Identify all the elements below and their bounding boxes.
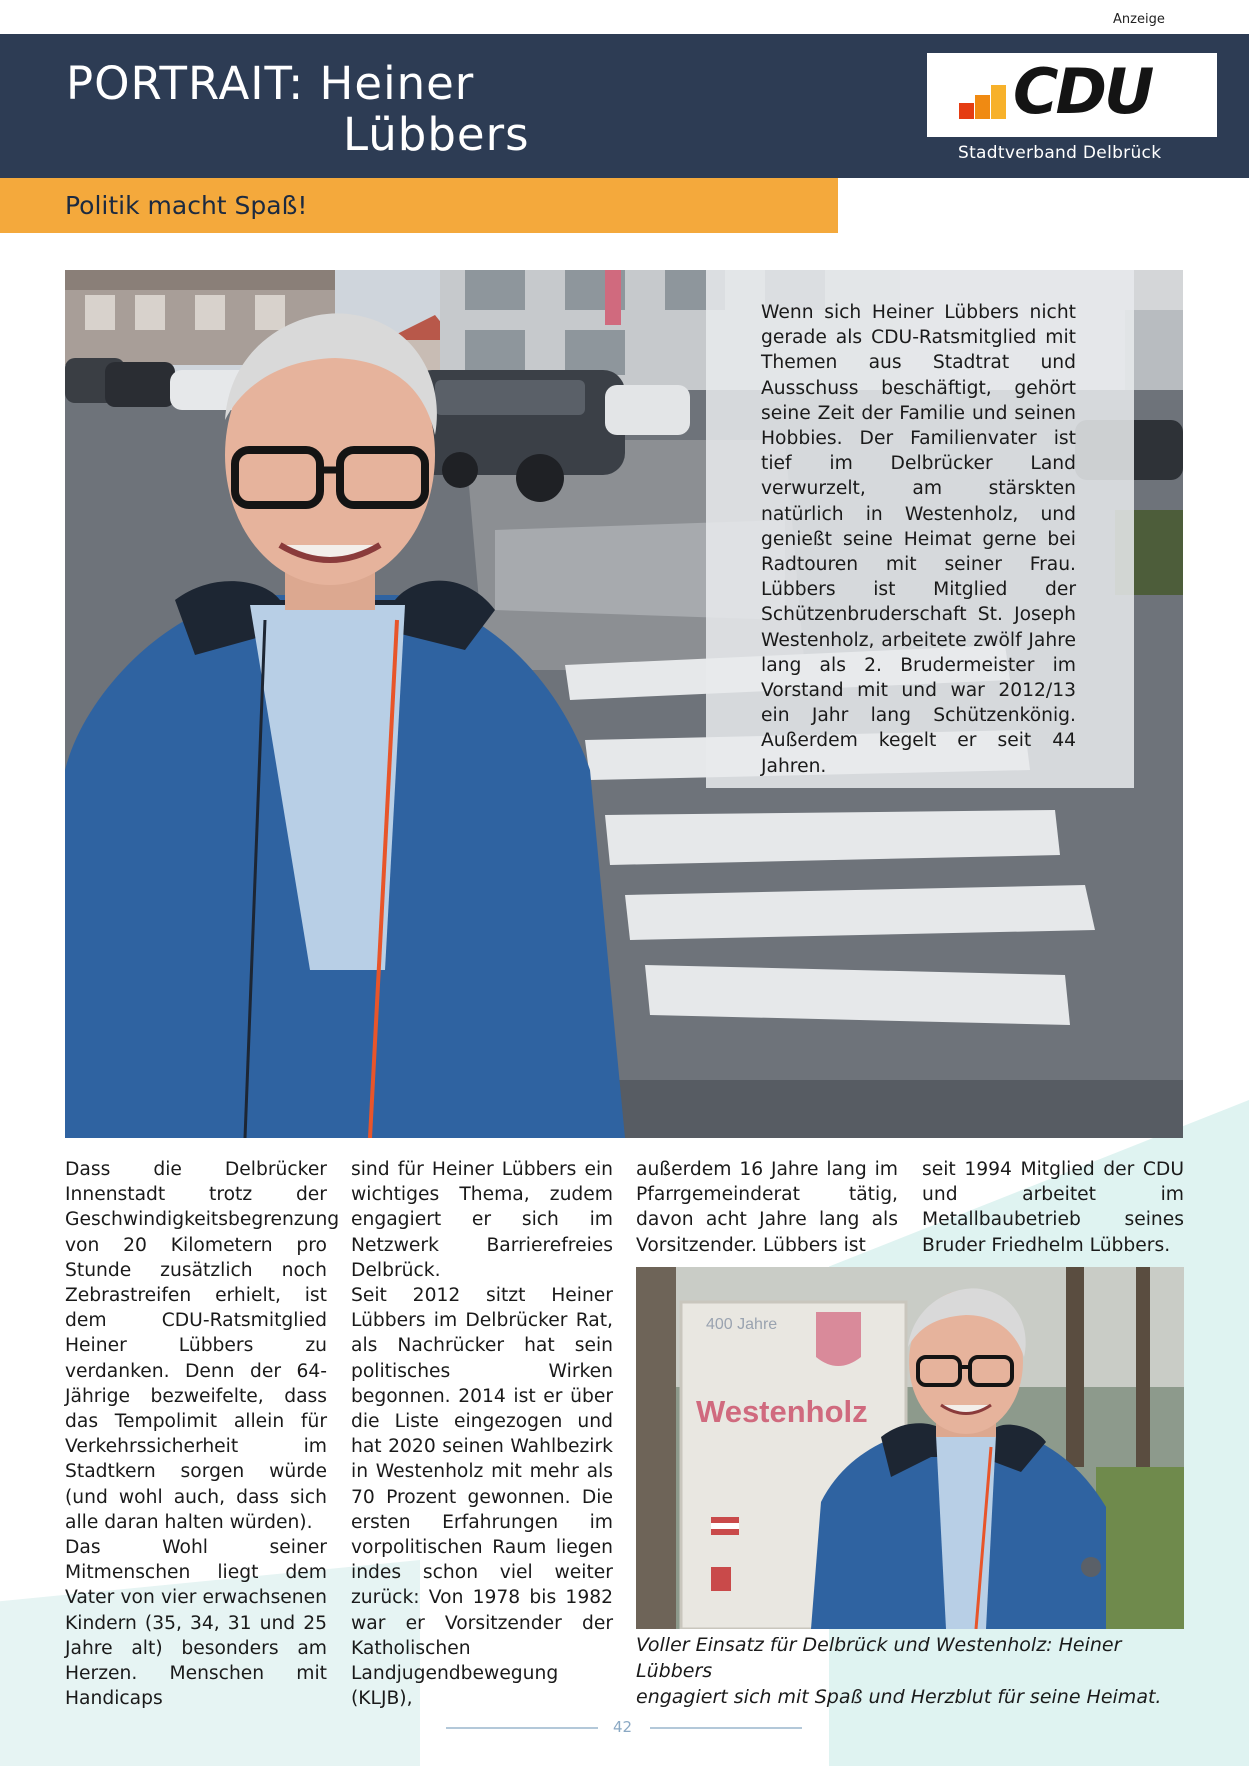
article-paragraph: Seit 2012 sitzt Heiner Lübbers im Delbrücker Rat, als Nachrücker hat sein politisches Wirken begonnen. 2014 ist er über die Liste eingezogen und hat 2020 seinen Wahlbezirk in Westenholz mit mehr als 70 Prozent gewonnen. Die ersten Erfahrungen im vorpolitischen Raum liegen indes schon viel weiter zurück: Von 1978 bis 1982 war er Vorsitzender der Katholischen Landjugendbewegung (KLJB),	[351, 1285, 613, 1710]
sign-place-text: Westenholz	[696, 1394, 868, 1429]
article-column-1	[65, 1157, 340, 1711]
page-title-line1: PORTRAIT: Heiner	[66, 57, 475, 110]
ad-label: Anzeige	[1113, 12, 1165, 27]
article-column-2	[351, 1157, 613, 1711]
page-footer-rule-left	[446, 1727, 598, 1729]
page-title-line2: Lübbers	[343, 108, 530, 161]
logo-text: CDU	[1013, 55, 1152, 128]
article-paragraph: außerdem 16 Jahre lang im Pfarrgemeinderat tätig, davon acht Jahre lang als Vorsitzender. Lübbers ist	[636, 1159, 898, 1256]
article-column-3	[636, 1157, 898, 1258]
secondary-photo	[636, 1267, 1184, 1629]
organization-name: Stadtverband Delbrück	[958, 143, 1162, 163]
caption-line: Voller Einsatz für Delbrück und Westenholz: Heiner Lübbers	[636, 1634, 1122, 1682]
article-subtitle: Politik macht Spaß!	[65, 191, 308, 220]
article-paragraph: Dass die Delbrücker Innenstadt trotz der Geschwindigkeitsbegrenzung von 20 Kilometern pro Stunde zusätzlich noch Zebrastreifen erhielt, ist dem CDU-Ratsmitglied Heiner Lübbers zu verdanken. Denn der 64-Jährige bezweifelte, dass das Tempolimit allein für Verkehrssicherheit im Stadtkern sorgen würde (und wohl auch, dass sich alle daran halten würden).	[65, 1159, 340, 1533]
article-column-4	[922, 1157, 1184, 1258]
article-paragraph: seit 1994 Mitglied der CDU und arbeitet im Metallbaubetrieb seines Bruder Friedhelm Lübbers.	[922, 1159, 1184, 1256]
intro-paragraph: Wenn sich Heiner Lübbers nicht gerade als CDU-Ratsmitglied mit Themen aus Stadtrat und Ausschuss beschäftigt, gehört seine Zeit der Familie und seinen Hobbies. Der Familienvater ist tief im Delbrücker Land verwurzelt, am stärskten natürlich in Westenholz, und genießt seine Heimat gerne bei Radtouren mit seiner Frau. Lübbers ist Mitglied der Schützenbruderschaft St. Joseph Westenholz, arbeitete zwölf Jahre lang als 2. Brudermeister im Vorstand mit und war 2012/13 ein Jahr lang Schützenkönig. Außerdem kegelt er seit 44 Jahren.	[761, 302, 1076, 777]
cdu-logo	[927, 53, 1217, 137]
caption-line: engagiert sich mit Spaß und Herzblut für seine Heimat.	[636, 1686, 1162, 1708]
photo-caption	[636, 1632, 1196, 1710]
logo-steps-icon	[959, 85, 1009, 119]
page-footer-rule-right	[650, 1727, 802, 1729]
article-paragraph: Das Wohl seiner Mitmenschen liegt dem Vater von vier erwachsenen Kindern (35, 34, 31 und 25 Jahre alt) besonders am Herzen. Menschen mit Handicaps	[65, 1537, 327, 1710]
article-paragraph: sind für Heiner Lübbers ein wichtiges Thema, zudem engagiert er sich im Netzwerk Barrierefreies Delbrück.	[351, 1159, 613, 1281]
sign-year-text: 400 Jahre	[706, 1316, 778, 1333]
page-number: 42	[613, 1718, 633, 1736]
